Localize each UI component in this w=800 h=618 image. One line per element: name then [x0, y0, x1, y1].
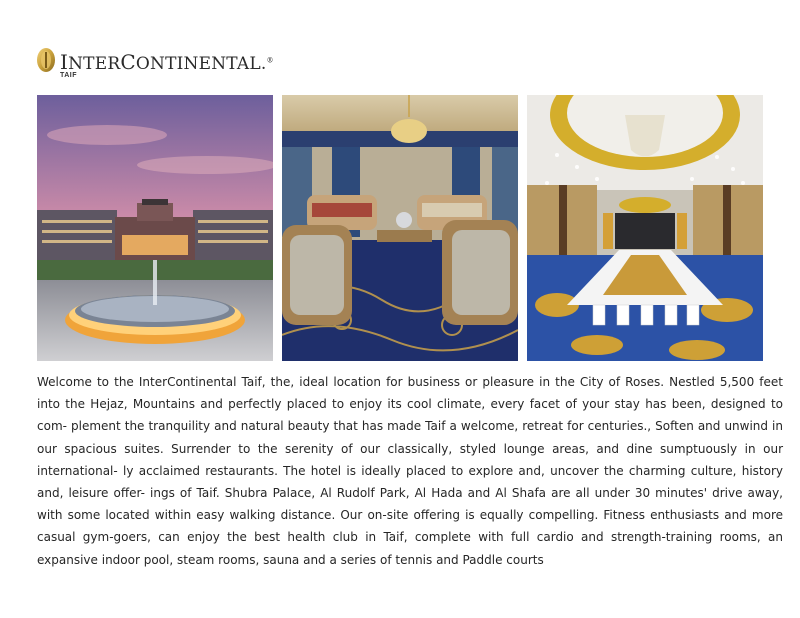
hotel-exterior-photo [37, 95, 273, 361]
intercontinental-emblem-icon [36, 46, 56, 76]
brand-name: INTERCONTINENTAL.® [60, 50, 274, 74]
lounge-interior-photo [282, 95, 518, 361]
brand-location: TAIF [60, 72, 78, 79]
hotel-description: Welcome to the InterContinental Taif, the, ideal location for business or pleasure in the City of Roses. Nestled 5,500 feet into the Hejaz, Mountains and perfectly placed to enjoy its cool climate, every facet of your stay has been, designed to com- plement the tranquility and natural beauty that has made Taif a welcome, retreat for centuries., Soften and unwind in our spacious suites. Surrender to the serenity of our classically, styled lounge areas, and dine sumptuously in our international- ly acclaimed restaurants. The hotel is ideally placed to explore and, uncover the charming culture, history and, leisure offer- ings of Taif. Shubra Palace, Al Rudolf Park, Al Hada and Al Shafa are all under 30 minutes' drive away, with some located within easy walking distance. Our on-site offering is equally compelling. Fitness enthusiasts and more casual gym-goers, can enjoy the best health club in Taif, complete with full cardio and strength-training rooms, an expansive indoor pool, steam rooms, sauna and a series of tennis and Paddle courts [37, 375, 783, 567]
ballroom-photo [527, 95, 763, 361]
